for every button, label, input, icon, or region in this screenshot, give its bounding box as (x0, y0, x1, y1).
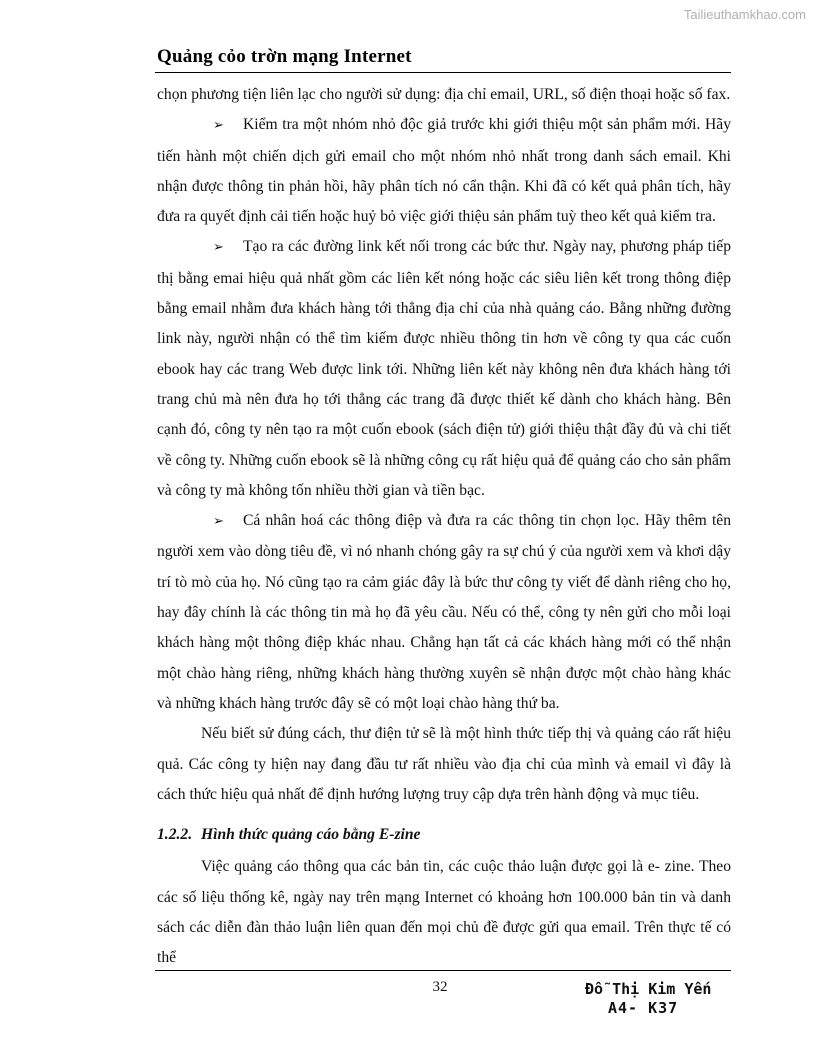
bullet-text: Tạo ra các đường link kết nối trong các bức thư. Ngày nay, phương pháp tiếp thị bằng emai hiệu quả nhất gồm các liên kết nóng hoặc các siêu liên kết trong thông điệp bằng email nhằm đưa khách hàng tới thẳng địa chỉ của nhà quảng cáo. Bằng những đường link này, người nhận có thể tìm kiếm được nhiều thông tin hơn về công ty qua các cuốn ebook hay các trang Web được link tới. Những liên kết này không nên đưa khách hàng tới trang chủ mà nên đưa họ tới thẳng các trang đã được thiết kế dành cho khách hàng. Bên cạnh đó, công ty nên tạo ra một cuốn ebook (sách điện tử) giới thiệu thật đầy đủ và chi tiết về công ty. Những cuốn ebook sẽ là những công cụ rất hiệu quả để quảng cáo cho sản phẩm và công ty mà không tốn nhiều thời gian và tiền bạc. (157, 238, 731, 499)
page-number: 32 (432, 979, 448, 995)
bullet-item-test-group (157, 110, 731, 232)
bullet-item-personalize (157, 506, 731, 719)
author-class: A4- K37 (608, 999, 679, 1017)
arrow-bullet-icon: ➢ (213, 240, 224, 256)
paragraph-conclusion: Nếu biết sử đúng cách, thư điện tử sẽ là một hình thức tiếp thị và quảng cáo rất hiệu quả. Các công ty hiện nay đang đầu tư rất nhiều vào địa chỉ của mình và email vì đây là cách thức hiệu quả nhất để định hướng lượng truy cập dựa trên hành động và mục tiêu. (157, 725, 731, 803)
bullet-item-create-links (157, 232, 731, 506)
page-header-title: Quảng cỏo trờn mạng Internet (157, 46, 412, 67)
watermark: Tailieuthamkhao.com (683, 7, 806, 22)
section-title: Hình thức quảng cáo bằng E-zine (201, 826, 421, 844)
section-number: 1.2.2. (157, 826, 193, 844)
author-name: Đỗ Thị Kim Yến (585, 980, 712, 998)
section-heading (157, 820, 731, 850)
header-divider (155, 72, 731, 73)
paragraph-ezine: Việc quảng cáo thông qua các bản tin, các cuộc thảo luận được gọi là e- zine. Theo các số liệu thống kê, ngày nay trên mạng Internet có khoảng hơn 100.000 bản tin và danh sách các diễn đàn thảo luận liên quan đến mọi chủ đề được gửi qua email. Trên thực tế có thể (157, 858, 731, 967)
document-body (157, 80, 731, 974)
bullet-text: Kiểm tra một nhóm nhỏ độc giả trước khi giới thiệu một sản phẩm mới. Hãy tiến hành một chiến dịch gửi email cho một nhóm nhỏ nhất trong danh sách email. Khi nhận được thông tin phản hồi, hãy phân tích nó cẩn thận. Khi đã có kết quả phân tích, hãy đưa ra quyết định cải tiến hoặc huỷ bỏ việc giới thiệu sản phẩm tuỳ theo kết quả kiểm tra. (157, 116, 731, 226)
footer-divider (155, 970, 731, 971)
arrow-bullet-icon: ➢ (213, 514, 224, 530)
paragraph-intro: chọn phương tiện liên lạc cho người sử dụng: địa chỉ email, URL, số điện thoại hoặc số fax. (157, 86, 731, 103)
bullet-text: Cá nhân hoá các thông điệp và đưa ra các thông tin chọn lọc. Hãy thêm tên người xem vào dòng tiêu đề, vì nó nhanh chóng gây ra sự chú ý của người xem và khơi dậy trí tò mò của họ. Nó cũng tạo ra cảm giác đây là bức thư công ty viết để dành riêng cho họ, hay đây chính là các thông tin mà họ đã yêu cầu. Nếu có thể, công ty nên gửi cho mỗi loại khách hàng một thông điệp khác nhau. Chẳng hạn tất cả các khách hàng mới có thể nhận một chào hàng riêng, những khách hàng thường xuyên sẽ nhận được một chào hàng khác và những khách hàng trước đây sẽ có một loại chào hàng thứ ba. (157, 512, 731, 712)
arrow-bullet-icon: ➢ (213, 118, 224, 134)
